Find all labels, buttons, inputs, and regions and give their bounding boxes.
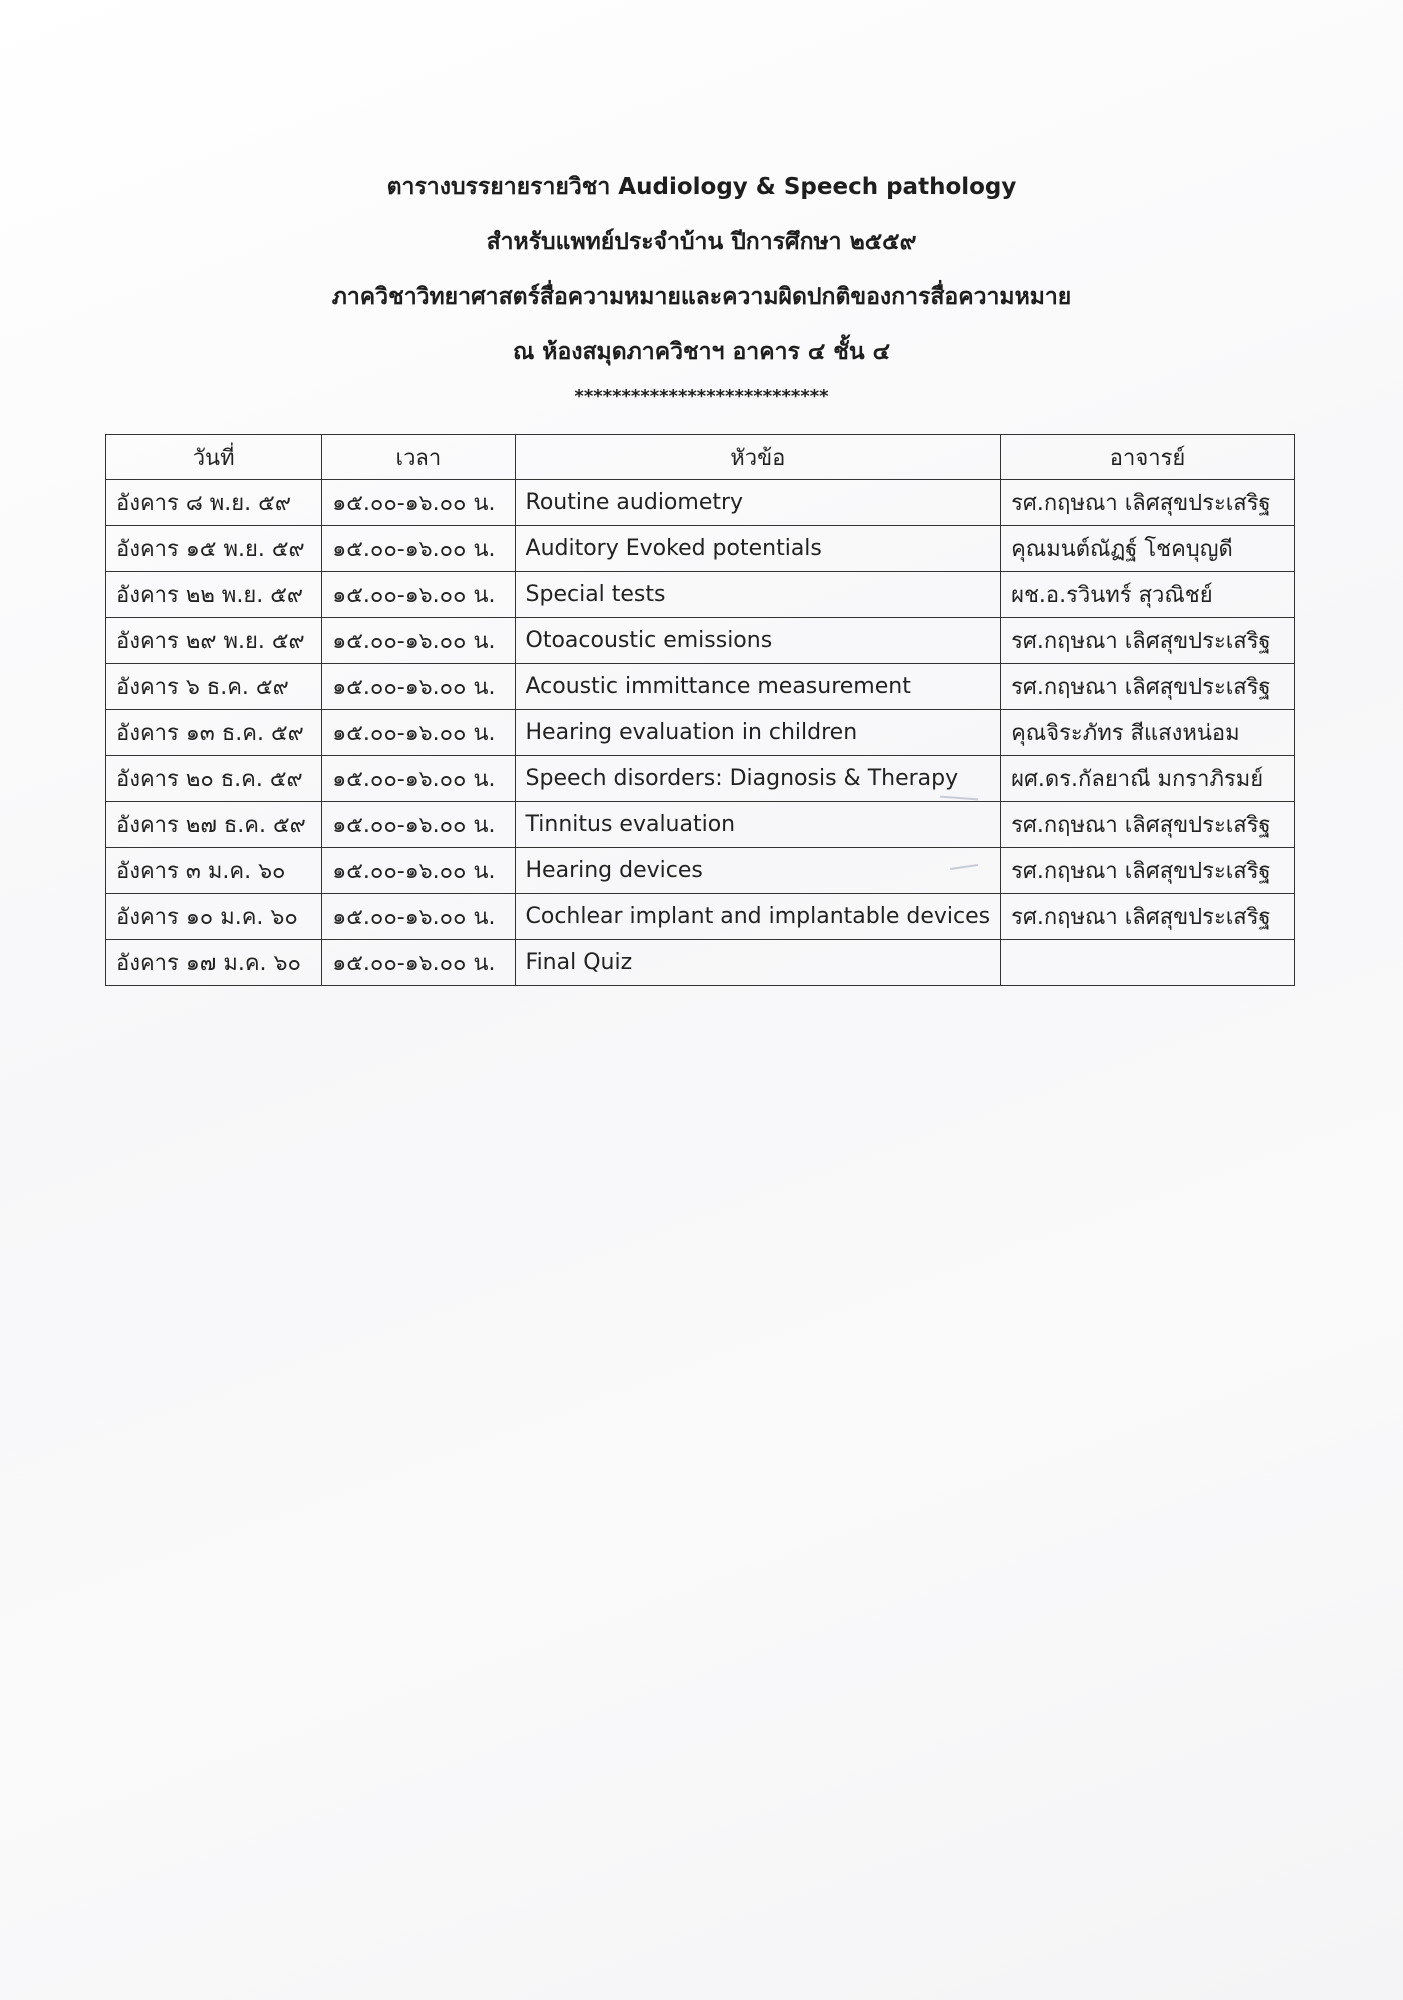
cell-topic: Acoustic immittance measurement <box>515 664 1001 710</box>
cell-time: ๑๕.๐๐-๑๖.๐๐ น. <box>322 940 515 986</box>
cell-time: ๑๕.๐๐-๑๖.๐๐ น. <box>322 710 515 756</box>
cell-time: ๑๕.๐๐-๑๖.๐๐ น. <box>322 664 515 710</box>
table-row <box>106 756 1295 802</box>
table-row <box>106 802 1295 848</box>
column-header-time: เวลา <box>322 435 515 480</box>
cell-topic: Special tests <box>515 572 1001 618</box>
table-row <box>106 894 1295 940</box>
table-row <box>106 848 1295 894</box>
cell-lecturer: รศ.กฤษณา เลิศสุขประเสริฐ <box>1001 802 1295 848</box>
cell-topic: Auditory Evoked potentials <box>515 526 1001 572</box>
separator-stars: *************************** <box>574 386 829 407</box>
cell-topic: Routine audiometry <box>515 480 1001 526</box>
cell-lecturer: รศ.กฤษณา เลิศสุขประเสริฐ <box>1001 664 1295 710</box>
cell-topic: Otoacoustic emissions <box>515 618 1001 664</box>
title-line-2: สำหรับแพทย์ประจำบ้าน ปีการศึกษา ๒๕๕๙ <box>486 229 917 255</box>
table-row <box>106 480 1295 526</box>
cell-topic: Speech disorders: Diagnosis & Therapy <box>515 756 1001 802</box>
cell-time: ๑๕.๐๐-๑๖.๐๐ น. <box>322 756 515 802</box>
cell-date: อังคาร ๒๒ พ.ย. ๕๙ <box>106 572 322 618</box>
table-row <box>106 572 1295 618</box>
cell-topic: Hearing evaluation in children <box>515 710 1001 756</box>
table-row <box>106 526 1295 572</box>
column-header-topic: หัวข้อ <box>515 435 1001 480</box>
title-line-3: ภาควิชาวิทยาศาสตร์สื่อความหมายและความผิดปกติของการสื่อความหมาย <box>331 284 1072 310</box>
cell-date: อังคาร ๒๙ พ.ย. ๕๙ <box>106 618 322 664</box>
cell-lecturer: รศ.กฤษณา เลิศสุขประเสริฐ <box>1001 480 1295 526</box>
title-line-4: ณ ห้องสมุดภาควิชาฯ อาคาร ๔ ชั้น ๔ <box>512 339 891 365</box>
document-header <box>0 160 1403 412</box>
cell-date: อังคาร ๑๐ ม.ค. ๖๐ <box>106 894 322 940</box>
cell-time: ๑๕.๐๐-๑๖.๐๐ น. <box>322 618 515 664</box>
cell-topic: Cochlear implant and implantable devices <box>515 894 1001 940</box>
cell-date: อังคาร ๒๗ ธ.ค. ๕๙ <box>106 802 322 848</box>
cell-time: ๑๕.๐๐-๑๖.๐๐ น. <box>322 894 515 940</box>
cell-topic: Tinnitus evaluation <box>515 802 1001 848</box>
cell-lecturer: คุณมนต์ณัฏฐ์ โชคบุญดี <box>1001 526 1295 572</box>
cell-date: อังคาร ๑๓ ธ.ค. ๕๙ <box>106 710 322 756</box>
title-line-1: ตารางบรรยายรายวิชา Audiology & Speech pathology <box>386 174 1017 200</box>
cell-time: ๑๕.๐๐-๑๖.๐๐ น. <box>322 802 515 848</box>
table-row <box>106 940 1295 986</box>
cell-lecturer: ผช.อ.รวินทร์ สุวณิชย์ <box>1001 572 1295 618</box>
cell-time: ๑๕.๐๐-๑๖.๐๐ น. <box>322 848 515 894</box>
cell-time: ๑๕.๐๐-๑๖.๐๐ น. <box>322 526 515 572</box>
table-row <box>106 664 1295 710</box>
cell-time: ๑๕.๐๐-๑๖.๐๐ น. <box>322 572 515 618</box>
cell-date: อังคาร ๑๗ ม.ค. ๖๐ <box>106 940 322 986</box>
column-header-date: วันที่ <box>106 435 322 480</box>
cell-date: อังคาร ๓ ม.ค. ๖๐ <box>106 848 322 894</box>
table-header-row <box>106 435 1295 480</box>
cell-date: อังคาร ๘ พ.ย. ๕๙ <box>106 480 322 526</box>
cell-date: อังคาร ๑๕ พ.ย. ๕๙ <box>106 526 322 572</box>
cell-lecturer: รศ.กฤษณา เลิศสุขประเสริฐ <box>1001 848 1295 894</box>
cell-lecturer <box>1001 940 1295 986</box>
cell-lecturer: คุณจิระภัทร สีแสงหน่อม <box>1001 710 1295 756</box>
cell-date: อังคาร ๒๐ ธ.ค. ๕๙ <box>106 756 322 802</box>
cell-date: อังคาร ๖ ธ.ค. ๕๙ <box>106 664 322 710</box>
cell-topic: Hearing devices <box>515 848 1001 894</box>
table-row <box>106 618 1295 664</box>
cell-lecturer: ผศ.ดร.กัลยาณี มกราภิรมย์ <box>1001 756 1295 802</box>
table-row <box>106 710 1295 756</box>
cell-lecturer: รศ.กฤษณา เลิศสุขประเสริฐ <box>1001 894 1295 940</box>
cell-lecturer: รศ.กฤษณา เลิศสุขประเสริฐ <box>1001 618 1295 664</box>
cell-topic: Final Quiz <box>515 940 1001 986</box>
schedule-table <box>105 434 1295 986</box>
cell-time: ๑๕.๐๐-๑๖.๐๐ น. <box>322 480 515 526</box>
column-header-lecturer: อาจารย์ <box>1001 435 1295 480</box>
